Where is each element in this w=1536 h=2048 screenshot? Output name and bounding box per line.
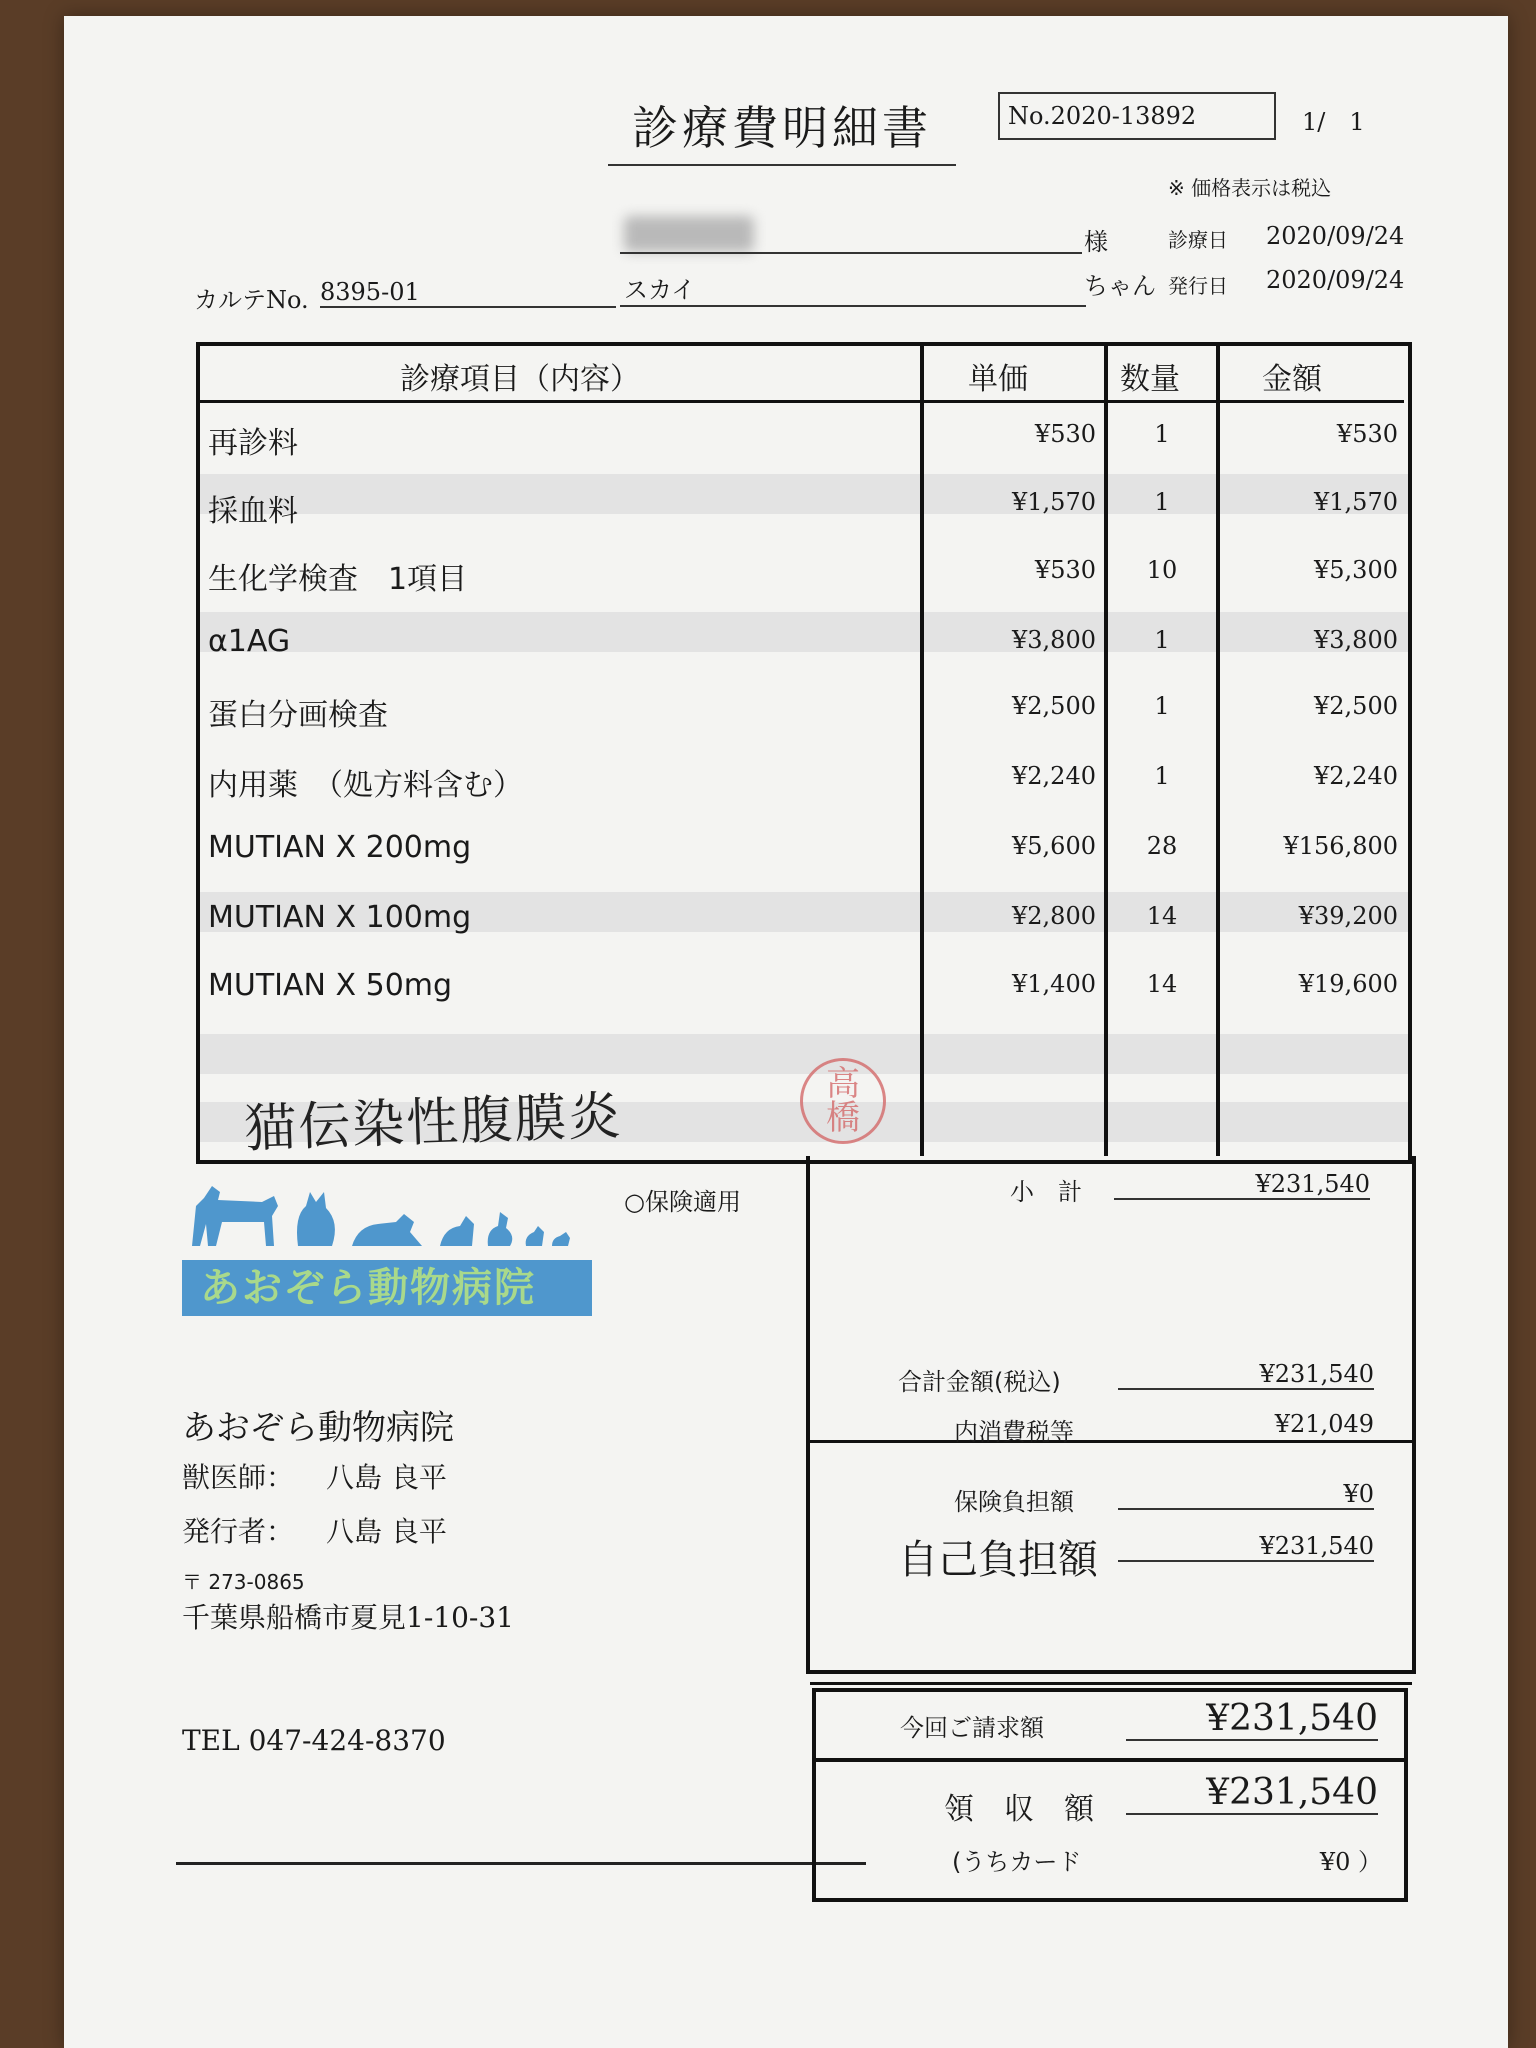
row-item: 蛋白分画検査 <box>208 698 388 733</box>
chan-label: ちゃん <box>1084 272 1156 300</box>
row-qty: 1 <box>1154 626 1170 654</box>
tax-value: ¥21,049 <box>1274 1410 1374 1438</box>
seal-stamp <box>800 1058 886 1144</box>
row-item: 内用薬 （処方料含む） <box>208 768 523 803</box>
row-price: ¥530 <box>1034 420 1096 448</box>
received-label: 領 収 額 <box>944 1792 1094 1827</box>
karte-label: カルテNo. <box>194 286 309 314</box>
row-price: ¥2,240 <box>1012 762 1096 790</box>
subtotal-value: ¥231,540 <box>1114 1170 1370 1200</box>
vet-name: 八島 良平 <box>326 1461 447 1494</box>
row-qty: 14 <box>1146 970 1178 998</box>
row-qty: 28 <box>1146 832 1178 860</box>
col-divider <box>920 346 924 1156</box>
row-item: 再診料 <box>208 426 298 461</box>
row-price: ¥1,570 <box>1012 488 1096 516</box>
row-qty: 1 <box>1154 692 1170 720</box>
seal-char: 橋 <box>826 1098 860 1138</box>
row-item: MUTIAN X 200mg <box>208 830 472 865</box>
total-label: 合計金額(税込) <box>898 1368 1061 1396</box>
row-price: ¥2,500 <box>1012 692 1096 720</box>
page-number: 1/ 1 <box>1302 108 1365 136</box>
row-price: ¥3,800 <box>1012 626 1096 654</box>
clinic-name: あおぞら動物病院 <box>182 1408 454 1448</box>
pet-name: スカイ <box>620 270 1086 307</box>
card-label: (うちカード <box>952 1848 1082 1876</box>
row-qty: 14 <box>1146 902 1178 930</box>
issuer-name: 八島 良平 <box>326 1515 447 1548</box>
address: 千葉県船橋市夏見1-10-31 <box>182 1601 514 1634</box>
hakko-date: 2020/09/24 <box>1266 266 1405 294</box>
tel: TEL 047-424-8370 <box>182 1724 446 1757</box>
row-item: 生化学検査 1項目 <box>208 562 468 597</box>
card-value: ¥0 ） <box>1319 1848 1382 1876</box>
row-item: 採血料 <box>208 494 298 529</box>
totals-divider <box>810 1440 1412 1443</box>
col-divider <box>1216 346 1220 1156</box>
row-amount: ¥3,800 <box>1314 626 1398 654</box>
insurance-note: ○保険適用 <box>624 1188 741 1216</box>
postal-code: 〒 273-0865 <box>182 1570 305 1594</box>
self-pay-label: 自己負担額 <box>898 1537 1098 1583</box>
row-amount: ¥39,200 <box>1298 902 1398 930</box>
row-shade <box>200 1034 1408 1074</box>
invoice-paper <box>64 16 1508 2048</box>
animals-silhouette-icon <box>182 1176 592 1256</box>
row-item: α1AG <box>208 624 291 659</box>
row-price: ¥1,400 <box>1012 970 1096 998</box>
vet-label: 獣医師： <box>182 1461 295 1494</box>
row-qty: 1 <box>1154 488 1170 516</box>
row-amount: ¥5,300 <box>1314 556 1398 584</box>
header-qty: 数量 <box>1120 362 1180 397</box>
billed-value: ¥231,540 <box>1126 1698 1378 1741</box>
redacted-owner-name <box>624 216 754 252</box>
total-value: ¥231,540 <box>1118 1360 1374 1390</box>
insurance-value: ¥0 <box>1118 1480 1374 1510</box>
row-price: ¥2,800 <box>1012 902 1096 930</box>
owner-name-line <box>620 252 1082 254</box>
karte-number: 8395-01 <box>320 278 616 308</box>
shinryo-label: 診療日 <box>1168 228 1228 252</box>
row-item: MUTIAN X 50mg <box>208 968 453 1003</box>
insurance-label: 保険負担額 <box>954 1488 1074 1516</box>
row-price: ¥5,600 <box>1012 832 1096 860</box>
row-qty: 1 <box>1154 420 1170 448</box>
row-amount: ¥19,600 <box>1298 970 1398 998</box>
shinryo-date: 2020/09/24 <box>1266 222 1405 250</box>
row-amount: ¥1,570 <box>1314 488 1398 516</box>
row-amount: ¥2,500 <box>1314 692 1398 720</box>
items-table <box>196 342 1412 1164</box>
handwritten-diagnosis: 猫伝染性腹膜炎 <box>243 1086 624 1160</box>
subtotal-label: 小 計 <box>1010 1178 1082 1206</box>
tax-note: ※ 価格表示は税込 <box>1168 176 1332 200</box>
header-divider <box>200 400 1404 403</box>
issuer-label: 発行者： <box>182 1515 295 1548</box>
billed-label: 今回ご請求額 <box>900 1714 1044 1742</box>
hakko-label: 発行日 <box>1168 274 1228 298</box>
row-price: ¥530 <box>1034 556 1096 584</box>
seal-char: 高 <box>826 1064 860 1104</box>
header-amount: 金額 <box>1262 362 1322 397</box>
row-amount: ¥2,240 <box>1314 762 1398 790</box>
row-amount: ¥530 <box>1336 420 1398 448</box>
header-price: 単価 <box>968 362 1028 397</box>
row-qty: 1 <box>1154 762 1170 790</box>
sama-label: 様 <box>1084 228 1108 256</box>
doc-number: No.2020-13892 <box>998 92 1276 140</box>
row-item: MUTIAN X 100mg <box>208 900 472 935</box>
totals-divider <box>810 1682 1412 1685</box>
clinic-logo <box>182 1176 592 1311</box>
row-amount: ¥156,800 <box>1283 832 1398 860</box>
row-qty: 10 <box>1146 556 1178 584</box>
self-pay-value: ¥231,540 <box>1118 1532 1374 1562</box>
col-divider <box>1104 346 1108 1156</box>
received-value: ¥231,540 <box>1126 1772 1378 1815</box>
doc-title: 診療費明細書 <box>608 92 956 166</box>
signature-line <box>176 1862 866 1865</box>
logo-text: あおぞら動物病院 <box>182 1260 592 1316</box>
tax-label: 内消費税等 <box>954 1418 1074 1446</box>
header-item: 診療項目（内容） <box>400 362 640 397</box>
